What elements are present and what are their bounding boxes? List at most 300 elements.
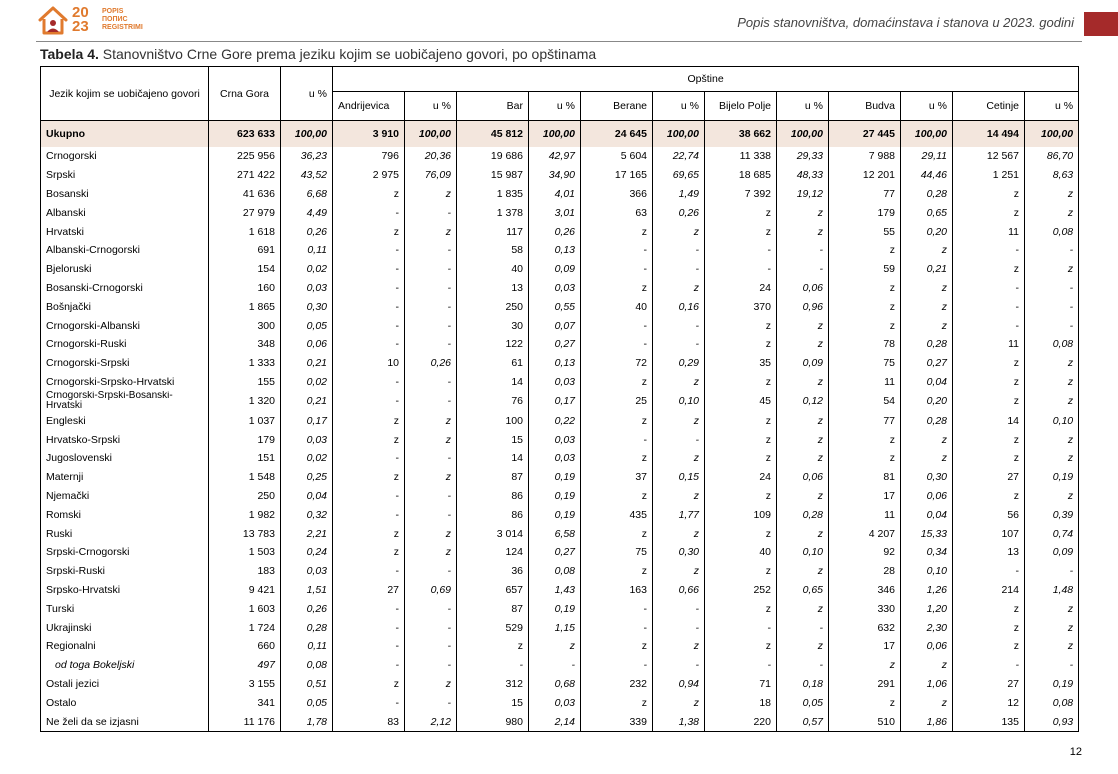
municipality-count: z	[953, 354, 1025, 373]
municipality-count: 12	[953, 693, 1025, 712]
montenegro-pct: 1,51	[281, 581, 333, 600]
language-label: Hrvatsko-Srpski	[41, 430, 209, 449]
header-municipality: Cetinje	[953, 92, 1025, 121]
montenegro-pct: 0,21	[281, 354, 333, 373]
municipality-count: -	[333, 618, 405, 637]
language-label: Crnogorski-Ruski	[41, 335, 209, 354]
table-row	[41, 712, 1079, 731]
municipality-count: 163	[581, 581, 653, 600]
municipality-pct: z	[901, 693, 953, 712]
municipality-pct: z	[529, 637, 581, 656]
municipality-pct: z	[1025, 599, 1079, 618]
municipality-count: 15 987	[457, 166, 529, 185]
municipality-count: -	[953, 562, 1025, 581]
municipality-pct: 0,30	[901, 468, 953, 487]
municipality-count: 529	[457, 618, 529, 637]
municipality-pct: z	[1025, 391, 1079, 411]
municipality-count: z	[953, 203, 1025, 222]
municipality-count: 40	[581, 297, 653, 316]
montenegro-pct: 1,78	[281, 712, 333, 731]
table-row	[41, 241, 1079, 260]
municipality-pct: 0,03	[529, 430, 581, 449]
municipality-pct: 3,01	[529, 203, 581, 222]
municipality-pct: z	[901, 297, 953, 316]
municipality-pct: -	[405, 693, 457, 712]
municipality-count: z	[581, 279, 653, 298]
municipality-pct: -	[405, 335, 457, 354]
montenegro-pct: 0,24	[281, 543, 333, 562]
municipality-pct: -	[777, 260, 829, 279]
municipality-pct: 1,38	[653, 712, 705, 731]
municipality-count: 232	[581, 675, 653, 694]
montenegro-pct: 6,68	[281, 185, 333, 204]
municipality-count: z	[333, 543, 405, 562]
language-label: Bjeloruski	[41, 260, 209, 279]
table-caption	[40, 46, 596, 62]
municipality-pct: z	[1025, 618, 1079, 637]
municipality-pct: 0,18	[777, 675, 829, 694]
municipality-count: 18	[705, 693, 777, 712]
municipality-count: z	[829, 241, 901, 260]
montenegro-count: 13 783	[209, 524, 281, 543]
municipality-count: -	[581, 599, 653, 618]
language-table	[40, 66, 1079, 732]
municipality-count: z	[705, 449, 777, 468]
montenegro-count: 1 037	[209, 411, 281, 430]
municipality-count: z	[953, 637, 1025, 656]
municipality-pct: 0,08	[529, 562, 581, 581]
municipality-pct: 2,14	[529, 712, 581, 731]
municipality-pct: -	[653, 430, 705, 449]
montenegro-pct: 0,06	[281, 335, 333, 354]
municipality-count: z	[581, 373, 653, 392]
municipality-pct: 0,10	[653, 391, 705, 411]
municipality-count: 27 445	[829, 121, 901, 148]
municipality-pct: 2,30	[901, 618, 953, 637]
municipality-count: 30	[457, 316, 529, 335]
header-municipality-pct: u %	[1025, 92, 1079, 121]
municipality-pct: 0,27	[901, 354, 953, 373]
montenegro-count: 1 548	[209, 468, 281, 487]
montenegro-pct: 0,03	[281, 279, 333, 298]
municipality-count: -	[333, 316, 405, 335]
municipality-count: 17 165	[581, 166, 653, 185]
municipality-count: z	[953, 599, 1025, 618]
municipality-count: 3 910	[333, 121, 405, 148]
municipality-count: z	[705, 203, 777, 222]
montenegro-count: 155	[209, 373, 281, 392]
municipality-count: -	[705, 260, 777, 279]
montenegro-count: 1 603	[209, 599, 281, 618]
municipality-pct: 100,00	[405, 121, 457, 148]
table-row	[41, 316, 1079, 335]
municipality-pct: -	[653, 316, 705, 335]
municipality-pct: 100,00	[653, 121, 705, 148]
header-municipality-pct: u %	[405, 92, 457, 121]
municipality-count: 18 685	[705, 166, 777, 185]
municipality-pct: 22,74	[653, 147, 705, 166]
table-row	[41, 449, 1079, 468]
table-row	[41, 335, 1079, 354]
table-row	[41, 185, 1079, 204]
language-label: Jugoslovenski	[41, 449, 209, 468]
header-language: Jezik kojim se uobičajeno govori	[41, 67, 209, 121]
caption-label: Tabela 4.	[40, 46, 99, 62]
municipality-count: 75	[829, 354, 901, 373]
municipality-pct: 0,03	[529, 693, 581, 712]
municipality-count: 61	[457, 354, 529, 373]
municipality-count: -	[581, 656, 653, 675]
municipality-count: 27	[953, 468, 1025, 487]
municipality-pct: 0,05	[777, 693, 829, 712]
municipality-count: 37	[581, 468, 653, 487]
municipality-pct: 0,74	[1025, 524, 1079, 543]
municipality-count: 7 988	[829, 147, 901, 166]
municipality-count: 11	[953, 222, 1025, 241]
table-row	[41, 599, 1079, 618]
municipality-pct: z	[901, 656, 953, 675]
municipality-count: z	[705, 487, 777, 506]
municipality-pct: 1,20	[901, 599, 953, 618]
language-label: Bošnjački	[41, 297, 209, 316]
municipality-pct: -	[405, 449, 457, 468]
municipality-pct: 0,93	[1025, 712, 1079, 731]
municipality-count: -	[581, 241, 653, 260]
montenegro-count: 497	[209, 656, 281, 675]
municipality-pct: z	[1025, 260, 1079, 279]
municipality-pct: 0,08	[1025, 693, 1079, 712]
municipality-count: 17	[829, 487, 901, 506]
municipality-pct: 29,11	[901, 147, 953, 166]
municipality-pct: -	[1025, 656, 1079, 675]
header-municipality: Budva	[829, 92, 901, 121]
montenegro-count: 11 176	[209, 712, 281, 731]
montenegro-count: 9 421	[209, 581, 281, 600]
municipality-pct: z	[405, 468, 457, 487]
municipality-count: 83	[333, 712, 405, 731]
municipality-pct: 0,19	[1025, 675, 1079, 694]
municipality-pct: 0,10	[1025, 411, 1079, 430]
table-row	[41, 505, 1079, 524]
municipality-pct: z	[653, 279, 705, 298]
municipality-count: z	[705, 335, 777, 354]
page-number: 12	[1069, 746, 1082, 758]
municipality-count: 40	[705, 543, 777, 562]
municipality-count: 77	[829, 411, 901, 430]
municipality-count: z	[333, 222, 405, 241]
table-row	[41, 656, 1079, 675]
municipality-pct: 0,19	[1025, 468, 1079, 487]
language-label: Bosanski-Crnogorski	[41, 279, 209, 298]
montenegro-pct: 0,11	[281, 241, 333, 260]
table-row	[41, 618, 1079, 637]
municipality-pct: 0,21	[901, 260, 953, 279]
municipality-pct: -	[1025, 562, 1079, 581]
municipality-count: -	[953, 297, 1025, 316]
municipality-count: 63	[581, 203, 653, 222]
montenegro-count: 1 618	[209, 222, 281, 241]
municipality-count: 72	[581, 354, 653, 373]
municipality-count: z	[581, 449, 653, 468]
municipality-pct: 0,65	[777, 581, 829, 600]
municipality-count: 3 014	[457, 524, 529, 543]
municipality-pct: 0,27	[529, 335, 581, 354]
municipality-count: 10	[333, 354, 405, 373]
montenegro-count: 691	[209, 241, 281, 260]
municipality-count: -	[705, 241, 777, 260]
table-row	[41, 222, 1079, 241]
municipality-count: 117	[457, 222, 529, 241]
municipality-pct: 42,97	[529, 147, 581, 166]
municipality-pct: 34,90	[529, 166, 581, 185]
municipality-pct: 0,06	[777, 468, 829, 487]
municipality-pct: z	[777, 411, 829, 430]
municipality-pct: 0,13	[529, 354, 581, 373]
municipality-count: -	[333, 335, 405, 354]
montenegro-pct: 0,25	[281, 468, 333, 487]
municipality-pct: 0,16	[653, 297, 705, 316]
municipality-pct: 0,57	[777, 712, 829, 731]
municipality-pct: z	[777, 599, 829, 618]
table-row	[41, 260, 1079, 279]
municipality-pct: z	[653, 693, 705, 712]
municipality-pct: -	[653, 241, 705, 260]
municipality-count: 435	[581, 505, 653, 524]
municipality-pct: 0,19	[529, 487, 581, 506]
municipality-pct: z	[405, 185, 457, 204]
municipality-count: 24	[705, 468, 777, 487]
municipality-count: z	[581, 562, 653, 581]
page-header	[0, 0, 1118, 44]
montenegro-pct: 0,02	[281, 373, 333, 392]
municipality-count: 56	[953, 505, 1025, 524]
montenegro-pct: 0,08	[281, 656, 333, 675]
header-municipality-pct: u %	[529, 92, 581, 121]
municipality-count: 19 686	[457, 147, 529, 166]
municipality-count: -	[333, 297, 405, 316]
municipality-count: -	[333, 562, 405, 581]
municipality-count: 75	[581, 543, 653, 562]
municipality-count: z	[581, 222, 653, 241]
municipality-count: 36	[457, 562, 529, 581]
municipality-count: z	[829, 656, 901, 675]
municipality-pct: -	[405, 637, 457, 656]
municipality-pct: 44,46	[901, 166, 953, 185]
table-row	[41, 147, 1079, 166]
municipality-pct: 0,29	[653, 354, 705, 373]
municipality-pct: 0,30	[653, 543, 705, 562]
language-label: Romski	[41, 505, 209, 524]
language-label: Ostali jezici	[41, 675, 209, 694]
municipality-count: z	[953, 618, 1025, 637]
municipality-pct: z	[901, 279, 953, 298]
municipality-pct: z	[1025, 354, 1079, 373]
municipality-pct: z	[653, 373, 705, 392]
montenegro-count: 271 422	[209, 166, 281, 185]
municipality-pct: 0,09	[777, 354, 829, 373]
municipality-pct: 0,20	[901, 391, 953, 411]
municipality-pct: 1,86	[901, 712, 953, 731]
municipality-count: -	[953, 241, 1025, 260]
municipality-count: z	[705, 562, 777, 581]
municipality-pct: -	[1025, 297, 1079, 316]
montenegro-pct: 43,52	[281, 166, 333, 185]
language-label: Crnogorski-Srpsko-Hrvatski	[41, 373, 209, 392]
municipality-count: 4 207	[829, 524, 901, 543]
municipality-count: 11	[829, 373, 901, 392]
municipality-count: 28	[829, 562, 901, 581]
municipality-count: z	[829, 279, 901, 298]
total-row	[41, 121, 1079, 148]
municipality-count: 632	[829, 618, 901, 637]
language-label: Srpski-Ruski	[41, 562, 209, 581]
montenegro-count: 1 982	[209, 505, 281, 524]
municipality-pct: -	[405, 656, 457, 675]
municipality-count: 17	[829, 637, 901, 656]
municipality-count: 12 567	[953, 147, 1025, 166]
municipality-count: -	[333, 260, 405, 279]
language-label: Srpsko-Hrvatski	[41, 581, 209, 600]
logo-words: POPIS ПОПИС REGISTRIMI	[102, 8, 143, 31]
municipality-pct: -	[405, 279, 457, 298]
municipality-count: z	[581, 487, 653, 506]
municipality-pct: 0,69	[405, 581, 457, 600]
municipality-count: 25	[581, 391, 653, 411]
municipality-pct: 20,36	[405, 147, 457, 166]
municipality-count: -	[953, 656, 1025, 675]
municipality-pct: z	[653, 222, 705, 241]
municipality-count: 2 975	[333, 166, 405, 185]
municipality-pct: z	[405, 411, 457, 430]
municipality-count: 92	[829, 543, 901, 562]
municipality-count: -	[705, 656, 777, 675]
municipality-count: -	[581, 618, 653, 637]
municipality-pct: 0,26	[529, 222, 581, 241]
montenegro-count: 623 633	[209, 121, 281, 148]
municipality-count: z	[581, 524, 653, 543]
table-row	[41, 581, 1079, 600]
municipality-count: z	[333, 468, 405, 487]
municipality-count: z	[829, 430, 901, 449]
table-row	[41, 468, 1079, 487]
municipality-count: 14	[953, 411, 1025, 430]
municipality-pct: -	[653, 599, 705, 618]
montenegro-pct: 0,26	[281, 222, 333, 241]
municipality-count: -	[705, 618, 777, 637]
montenegro-pct: 0,26	[281, 599, 333, 618]
municipality-pct: z	[653, 411, 705, 430]
municipality-pct: -	[653, 260, 705, 279]
municipality-pct: 0,28	[901, 185, 953, 204]
municipality-pct: 0,04	[901, 373, 953, 392]
language-label: Albanski	[41, 203, 209, 222]
municipality-pct: -	[777, 618, 829, 637]
montenegro-pct: 0,11	[281, 637, 333, 656]
municipality-pct: 0,26	[653, 203, 705, 222]
municipality-count: 24 645	[581, 121, 653, 148]
municipality-count: z	[829, 693, 901, 712]
municipality-pct: -	[405, 260, 457, 279]
table-row	[41, 354, 1079, 373]
header-municipality: Bijelo Polje	[705, 92, 777, 121]
municipality-count: 27	[333, 581, 405, 600]
municipality-pct: z	[777, 316, 829, 335]
municipality-pct: z	[405, 675, 457, 694]
municipality-count: -	[333, 241, 405, 260]
municipality-pct: 0,19	[529, 468, 581, 487]
municipality-pct: 2,12	[405, 712, 457, 731]
municipality-count: 77	[829, 185, 901, 204]
municipality-pct: 0,39	[1025, 505, 1079, 524]
municipality-pct: 0,13	[529, 241, 581, 260]
municipality-count: 87	[457, 468, 529, 487]
municipality-count: -	[581, 430, 653, 449]
table-row	[41, 203, 1079, 222]
municipality-count: 55	[829, 222, 901, 241]
municipality-pct: z	[405, 430, 457, 449]
municipality-count: 15	[457, 430, 529, 449]
municipality-pct: 69,65	[653, 166, 705, 185]
municipality-pct: 0,34	[901, 543, 953, 562]
municipality-count: z	[705, 524, 777, 543]
municipality-count: 312	[457, 675, 529, 694]
montenegro-count: 183	[209, 562, 281, 581]
table-row	[41, 524, 1079, 543]
montenegro-count: 154	[209, 260, 281, 279]
language-label: Bosanski	[41, 185, 209, 204]
municipality-count: -	[333, 487, 405, 506]
municipality-pct: 86,70	[1025, 147, 1079, 166]
municipality-pct: 0,19	[529, 505, 581, 524]
municipality-count: z	[457, 637, 529, 656]
table-row	[41, 675, 1079, 694]
montenegro-pct: 0,21	[281, 391, 333, 411]
table-row	[41, 373, 1079, 392]
montenegro-count: 225 956	[209, 147, 281, 166]
municipality-pct: 100,00	[1025, 121, 1079, 148]
municipality-pct: -	[405, 505, 457, 524]
language-label: Ostalo	[41, 693, 209, 712]
municipality-count: -	[953, 316, 1025, 335]
municipality-count: z	[333, 185, 405, 204]
municipality-count: 1 251	[953, 166, 1025, 185]
municipality-count: 38 662	[705, 121, 777, 148]
municipality-count: 5 604	[581, 147, 653, 166]
municipality-pct: 100,00	[529, 121, 581, 148]
municipality-pct: 29,33	[777, 147, 829, 166]
municipality-pct: z	[405, 543, 457, 562]
municipality-count: z	[705, 316, 777, 335]
municipality-count: 45	[705, 391, 777, 411]
table-row	[41, 543, 1079, 562]
municipality-count: 122	[457, 335, 529, 354]
municipality-pct: 0,66	[653, 581, 705, 600]
municipality-count: 76	[457, 391, 529, 411]
municipality-pct: 0,03	[529, 449, 581, 468]
montenegro-count: 160	[209, 279, 281, 298]
municipality-pct: z	[777, 562, 829, 581]
municipality-pct: z	[405, 222, 457, 241]
header-montenegro-pct: u %	[281, 67, 333, 121]
municipality-count: 35	[705, 354, 777, 373]
montenegro-count: 1 724	[209, 618, 281, 637]
municipality-count: z	[333, 430, 405, 449]
municipality-count: 366	[581, 185, 653, 204]
montenegro-count: 660	[209, 637, 281, 656]
municipality-count: 11 338	[705, 147, 777, 166]
municipality-count: 330	[829, 599, 901, 618]
municipality-pct: -	[1025, 241, 1079, 260]
